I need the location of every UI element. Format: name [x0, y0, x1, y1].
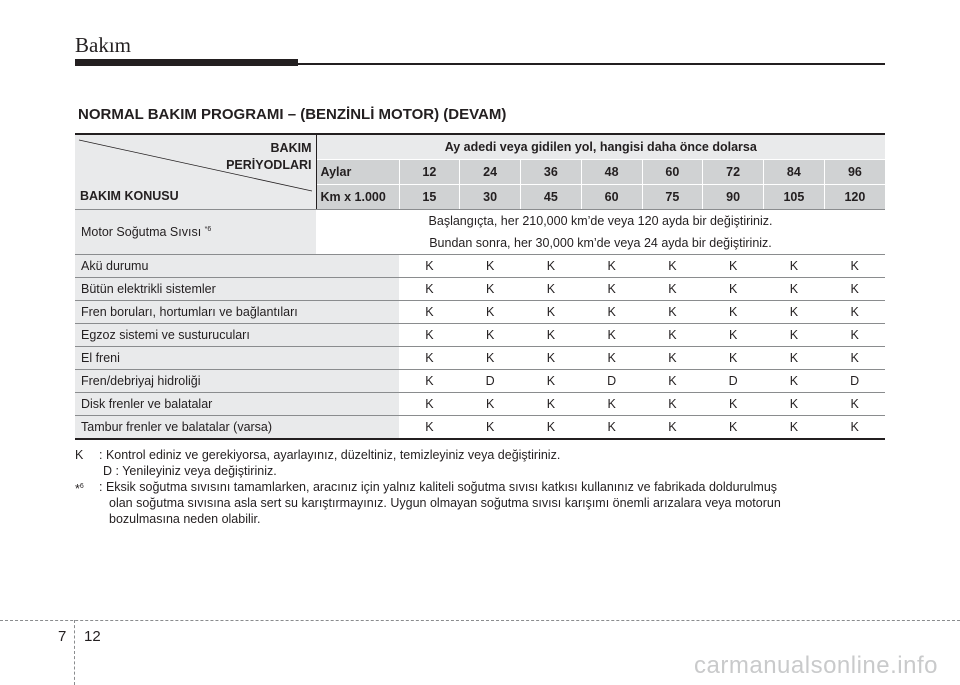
table-row — [75, 416, 885, 440]
row-value: K — [824, 278, 885, 301]
coolant-name: Motor Soğutma Sıvısı — [81, 225, 202, 239]
row-value: K — [703, 301, 764, 324]
row-value: K — [764, 347, 825, 370]
note-d-text: D : Yenileyiniz veya değiştiriniz. — [103, 464, 277, 478]
row-value: K — [642, 255, 703, 278]
km-header: 45 — [521, 185, 582, 210]
km-header: 90 — [703, 185, 764, 210]
row-value: K — [521, 301, 582, 324]
month-header: 96 — [824, 160, 885, 185]
note-k-text: : Kontrol ediniz ve gerekiyorsa, ayarlayınız, düzeltiniz, temizleyiniz veya değiştiriniz. — [99, 448, 561, 462]
row-value: K — [703, 278, 764, 301]
row-value: K — [460, 255, 521, 278]
row-value: K — [764, 278, 825, 301]
table-row — [75, 347, 885, 370]
row-value: K — [581, 393, 642, 416]
row-value: K — [764, 301, 825, 324]
corner-label-bakim: BAKIM — [270, 141, 312, 155]
row-value: K — [399, 347, 460, 370]
row-name: Tambur frenler ve balatalar (varsa) — [75, 416, 399, 440]
row-value: K — [703, 255, 764, 278]
month-header: 60 — [642, 160, 703, 185]
row-value: K — [460, 278, 521, 301]
page-number: 12 — [84, 628, 101, 645]
km-header: 15 — [399, 185, 460, 210]
row-value: K — [399, 370, 460, 393]
maintenance-schedule-table — [75, 133, 885, 440]
row-name: Akü durumu — [75, 255, 399, 278]
row-value: K — [824, 255, 885, 278]
row-value: D — [703, 370, 764, 393]
row-value: K — [460, 347, 521, 370]
note-star-text2: olan soğutma sıvısına asla sert su karıştırmayınız. Uygun olmayan soğutma sıvısı karışımı önemli arızalara veya motorun — [109, 496, 781, 510]
row-value: K — [764, 255, 825, 278]
months-label: Aylar — [316, 160, 399, 185]
row-value: D — [460, 370, 521, 393]
row-value: K — [824, 393, 885, 416]
row-value: D — [824, 370, 885, 393]
km-header: 120 — [824, 185, 885, 210]
row-value: K — [764, 393, 825, 416]
row-value: K — [764, 370, 825, 393]
row-value: K — [764, 324, 825, 347]
row-value: K — [460, 324, 521, 347]
row-value: K — [824, 324, 885, 347]
month-header: 72 — [703, 160, 764, 185]
interval-span-header: Ay adedi veya gidilen yol, hangisi daha önce dolarsa — [316, 134, 885, 160]
header-bar-thin — [298, 63, 885, 65]
row-name: Egzoz sistemi ve susturucuları — [75, 324, 399, 347]
row-value: K — [703, 393, 764, 416]
row-name: Fren boruları, hortumları ve bağlantıları — [75, 301, 399, 324]
km-label: Km x 1.000 — [316, 185, 399, 210]
note-star-text3: bozulmasına neden olabilir. — [109, 512, 261, 526]
row-value: K — [581, 278, 642, 301]
footnote-marker: *6 — [204, 225, 212, 233]
section-header-title: Bakım — [75, 33, 131, 57]
row-name: Bütün elektrikli sistemler — [75, 278, 399, 301]
row-value: K — [642, 393, 703, 416]
row-name: Fren/debriyaj hidroliği — [75, 370, 399, 393]
page-title: NORMAL BAKIM PROGRAMI – (BENZİNLİ MOTOR) (DEVAM) — [78, 106, 507, 123]
row-value: K — [642, 370, 703, 393]
row-value: K — [460, 301, 521, 324]
row-value: K — [642, 278, 703, 301]
row-value: K — [521, 370, 582, 393]
row-value: K — [703, 324, 764, 347]
row-name: El freni — [75, 347, 399, 370]
coolant-schedule-text — [316, 210, 885, 255]
note-k-key: K — [75, 448, 84, 462]
row-value: K — [703, 416, 764, 440]
row-value: K — [521, 278, 582, 301]
corner-label-bakim-konusu: BAKIM KONUSU — [80, 189, 179, 203]
row-value: K — [460, 416, 521, 440]
row-value: K — [399, 301, 460, 324]
row-value: K — [521, 416, 582, 440]
header-bar-thick — [75, 59, 298, 66]
row-value: K — [824, 416, 885, 440]
row-value: K — [642, 416, 703, 440]
legend-notes — [75, 447, 885, 527]
month-header: 36 — [521, 160, 582, 185]
row-value: K — [642, 324, 703, 347]
note-d — [75, 463, 885, 479]
row-value: K — [521, 324, 582, 347]
row-value: K — [824, 301, 885, 324]
row-value: K — [581, 347, 642, 370]
row-value: K — [399, 255, 460, 278]
month-header: 24 — [460, 160, 521, 185]
month-header: 84 — [764, 160, 825, 185]
table-row — [75, 393, 885, 416]
row-value: K — [399, 393, 460, 416]
table-row — [75, 301, 885, 324]
watermark: carmanualsonline.info — [694, 652, 938, 679]
note-star — [75, 479, 885, 495]
table-row-coolant — [75, 210, 885, 255]
row-value: K — [521, 347, 582, 370]
row-value: K — [399, 416, 460, 440]
row-value: K — [399, 278, 460, 301]
row-name: Disk frenler ve balatalar — [75, 393, 399, 416]
month-header: 48 — [581, 160, 642, 185]
footer-vertical-divider — [74, 620, 75, 685]
km-header: 105 — [764, 185, 825, 210]
row-value: K — [642, 301, 703, 324]
row-value: K — [764, 416, 825, 440]
km-header: 30 — [460, 185, 521, 210]
footer-divider — [0, 620, 960, 621]
coolant-line2: Bundan sonra, her 30,000 km’de veya 24 ayda bir değiştiriniz. — [429, 236, 772, 250]
note-star-text1: : Eksik soğutma sıvısını tamamlarken, aracınız için yalnız kaliteli soğutma sıvısı katkısı kullanınız ve fabrikada doldurulmuş — [99, 480, 778, 494]
row-value: K — [521, 255, 582, 278]
km-header: 60 — [581, 185, 642, 210]
row-value: K — [581, 301, 642, 324]
table-row — [75, 370, 885, 393]
chapter-number: 7 — [58, 628, 67, 645]
row-name — [75, 210, 316, 255]
month-header: 12 — [399, 160, 460, 185]
table-row — [75, 324, 885, 347]
table-row — [75, 278, 885, 301]
row-value: K — [581, 416, 642, 440]
row-value: D — [581, 370, 642, 393]
row-value: K — [581, 324, 642, 347]
row-value: K — [521, 393, 582, 416]
row-value: K — [460, 393, 521, 416]
table-row — [75, 255, 885, 278]
coolant-line1: Başlangıçta, her 210,000 km’de veya 120 ayda bir değiştiriniz. — [428, 214, 773, 228]
note-star-key: *$^6$ — [75, 482, 84, 497]
row-value: K — [642, 347, 703, 370]
row-value: K — [824, 347, 885, 370]
note-k — [75, 447, 885, 463]
row-value: K — [399, 324, 460, 347]
row-value: K — [703, 347, 764, 370]
corner-label-periyodlari: PERİYODLARI — [226, 158, 312, 172]
note-star-sup: 6 — [79, 483, 84, 490]
km-header: 75 — [642, 185, 703, 210]
table-corner-header — [75, 134, 316, 210]
row-value: K — [581, 255, 642, 278]
